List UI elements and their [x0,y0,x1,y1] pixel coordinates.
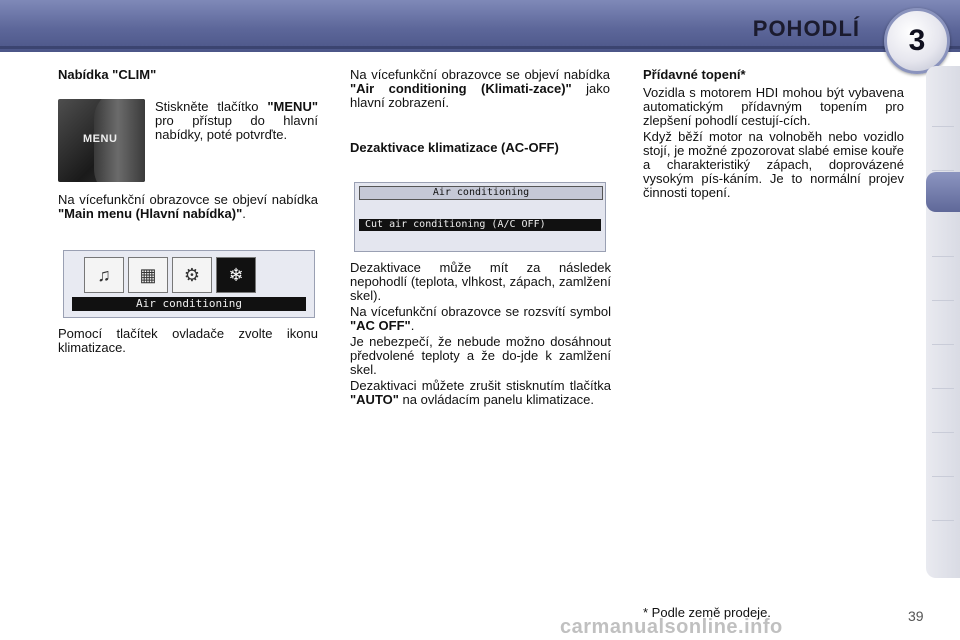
trip-computer-icon: ▦ [128,257,168,293]
text: . [242,206,246,221]
text: pro přístup do hlavní nabídky, poté potvrďte. [155,113,318,142]
text: Na vícefunkční obrazovce se objeví nabídka [58,192,318,207]
select-icon-paragraph [58,327,318,357]
ac-off-heading: Dezaktivace klimatizace (AC-OFF) [350,140,559,155]
page-number: 39 [908,608,924,624]
text: jako hlavní zobrazení. [350,81,610,110]
menu-button-photo [58,99,145,182]
screen-title-bar: Air conditioning [359,186,603,200]
ac-menu-paragraph [350,68,610,112]
tab-divider [932,170,954,171]
main-menu-paragraph [58,193,318,223]
text: Vozidla s motorem HDI mohou být vybavena automatickým přídavným topením pro zlepšení pohodlí cestují-cích. [643,85,904,128]
text: Když běží motor na volnoběh nebo vozidlo stojí, je možné zpozorovat slabé emise kouře a charakteristiký zápach, doprovázené vysokým pís-káním. Je to normální projev činnosti topení. [643,129,904,200]
tab-divider [932,300,954,301]
auto-keyword: "AUTO" [350,392,399,407]
menu-keyword: "MENU" [267,99,318,114]
menu-button-label: MENU [83,133,118,145]
audio-icon: ♫ [84,257,124,293]
ac-off-details [350,261,611,409]
menu-icon-row [84,257,294,293]
cut-ac-option: Cut air conditioning (A/C OFF) [359,219,601,231]
text: na ovládacím panelu klimatizace. [398,392,595,407]
active-chapter-tab[interactable] [926,172,960,212]
air-conditioning-icon: ❄ [216,257,256,293]
text: Je nebezpečí, že nebude možno dosáhnout předvolené teploty a že do-jde k zamlžení skel. [350,334,611,377]
footnote: * Podle země prodeje. [643,605,771,620]
step-press-menu [155,100,318,144]
tab-divider [932,256,954,257]
tab-divider [932,432,954,433]
ac-off-keyword: "AC OFF" [350,318,411,333]
ac-off-screen-illustration [354,182,606,252]
ac-keyword: "Air conditioning (Klimati-zace)" [350,81,572,96]
tab-divider [932,344,954,345]
auxiliary-heating-heading: Přídavné topení* [643,67,746,82]
text: Dezaktivace může mít za následek nepohodlí (teplota, vlhkost, zápach, zamlžení skel). [350,260,611,303]
clim-menu-heading: Nabídka "CLIM" [58,67,157,82]
text: Stiskněte tlačítko [155,99,268,114]
text: Dezaktivaci můžete zrušit stisknutím tlačítka [350,378,611,393]
main-menu-screen-illustration [63,250,315,318]
selected-menu-bar: Air conditioning [72,297,306,311]
chapter-number-badge: 3 [884,8,950,74]
main-menu-keyword: "Main menu (Hlavní nabídka)" [58,206,243,221]
chapter-title: POHODLÍ [752,16,860,41]
header-underline [0,46,960,49]
text: Na vícefunkční obrazovce se rozsvítí symbol [350,304,611,319]
tab-divider [932,476,954,477]
tab-divider [932,126,954,127]
text: Na vícefunkční obrazovce se objeví nabídka [350,67,610,82]
settings-sliders-icon: ⚙ [172,257,212,293]
chapter-tab-strip [926,66,960,578]
text: Pomocí tlačítek ovladače zvolte ikonu klimatizace. [58,326,318,355]
watermark: carmanualsonline.info [560,616,783,638]
text: . [410,318,415,333]
tab-divider [932,388,954,389]
auxiliary-heating-text [643,86,904,202]
tab-divider [932,520,954,521]
